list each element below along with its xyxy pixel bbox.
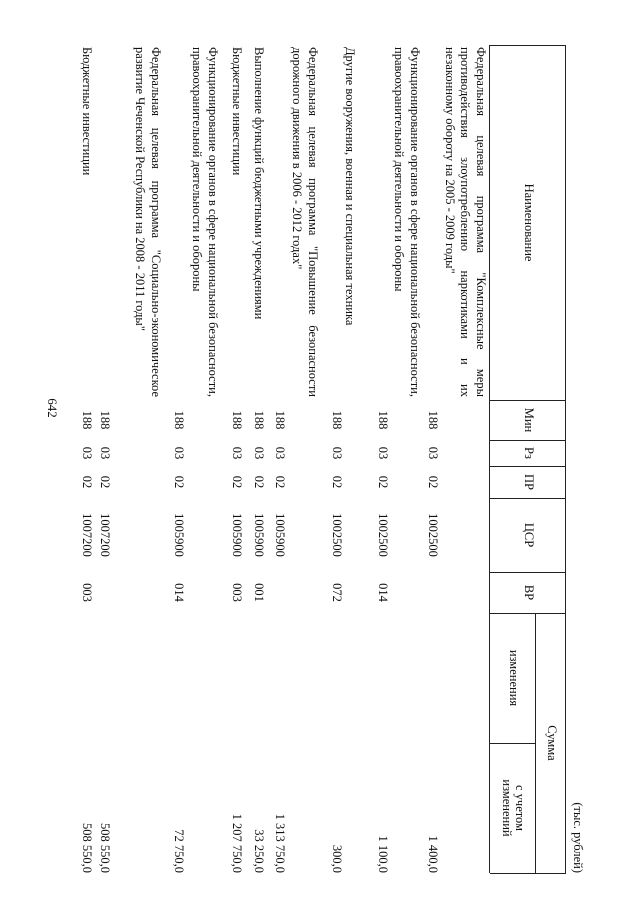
row-5-name: Бюджетные инвестиции bbox=[230, 47, 244, 176]
row-8-name: Бюджетные инвестиции bbox=[80, 47, 94, 176]
row-8-with-changes: 508 550,0 bbox=[80, 823, 94, 873]
header-changes: изменения bbox=[506, 649, 521, 707]
unit-label: (тыс. рублей) bbox=[571, 802, 585, 873]
row-4-csr: 1005900 bbox=[252, 513, 266, 557]
row-7-with-changes: 508 550,0 bbox=[98, 823, 112, 873]
row-2-with-changes: 300,0 bbox=[330, 844, 344, 873]
row-1-min: 188 bbox=[376, 410, 390, 430]
row-4-name: Выполнение функций бюджетными учреждениями bbox=[252, 47, 266, 320]
row-3-csr: 1005900 bbox=[273, 513, 287, 557]
header-vr: ВР bbox=[521, 584, 536, 601]
row-0-rz: 03 bbox=[426, 446, 440, 460]
row-0-min: 188 bbox=[426, 410, 440, 430]
row-0-pr: 02 bbox=[426, 475, 440, 489]
row-6-vr: 014 bbox=[172, 583, 186, 602]
row-7-min: 188 bbox=[98, 410, 112, 430]
row-5-rz: 03 bbox=[230, 446, 244, 460]
row-0-name: Федеральная целевая программа "Комплексные меры противодействия злоупотреблению наркотиками и их незаконному обороту на 2005 - 2009 годы" bbox=[442, 47, 488, 397]
row-7-name: Федеральная целевая программа "Социально-экономическое развитие Чеченской Республики на 2008 - 2011 годы" bbox=[133, 47, 163, 397]
header-sum: Сумма bbox=[544, 725, 559, 761]
row-5-vr: 003 bbox=[230, 583, 244, 602]
header-rz: Рз bbox=[521, 447, 536, 459]
header-min: Мин bbox=[521, 407, 536, 433]
row-8-min: 188 bbox=[80, 410, 94, 430]
row-6-rz: 03 bbox=[172, 446, 186, 460]
row-2-pr: 02 bbox=[330, 475, 344, 489]
header-csr: ЦСР bbox=[521, 522, 536, 548]
row-1-csr: 1002500 bbox=[376, 513, 390, 557]
row-3-min: 188 bbox=[273, 410, 287, 430]
row-6-with-changes: 72 750,0 bbox=[172, 829, 186, 873]
row-0-csr: 1002500 bbox=[426, 513, 440, 557]
row-6-pr: 02 bbox=[172, 475, 186, 489]
row-1-name: Функционирование органов в сфере национальной безопасности, правоохранительной деятельности и обороны bbox=[392, 47, 422, 397]
row-2-name: Другие вооружения, военная и специальная техника bbox=[343, 47, 357, 326]
row-6-csr: 1005900 bbox=[172, 513, 186, 557]
row-3-rz: 03 bbox=[273, 446, 287, 460]
row-7-pr: 02 bbox=[98, 475, 112, 489]
row-0-with-changes: 1 400,0 bbox=[426, 835, 440, 873]
row-8-csr: 1007200 bbox=[80, 513, 94, 557]
page-number: 642 bbox=[45, 398, 60, 418]
row-4-pr: 02 bbox=[252, 475, 266, 489]
row-5-min: 188 bbox=[230, 410, 244, 430]
row-3-pr: 02 bbox=[273, 475, 287, 489]
row-1-rz: 03 bbox=[376, 446, 390, 460]
row-6-name: Функционирование органов в сфере национальной безопасности, правоохранительной деятельности и обороны bbox=[190, 47, 220, 397]
header-pr: ПР bbox=[521, 474, 536, 490]
row-3-name: Федеральная целевая программа "Повышение безопасности дорожного движения в 2006 - 2012 годах" bbox=[290, 47, 320, 397]
row-2-vr: 072 bbox=[330, 583, 344, 602]
row-8-rz: 03 bbox=[80, 446, 94, 460]
row-4-rz: 03 bbox=[252, 446, 266, 460]
header-name: Наименование bbox=[521, 183, 536, 262]
row-6-min: 188 bbox=[172, 410, 186, 430]
row-7-csr: 1007200 bbox=[98, 513, 112, 557]
header-with-changes: с учетом изменений bbox=[500, 779, 528, 837]
row-1-with-changes: 1 100,0 bbox=[376, 835, 390, 873]
row-4-with-changes: 33 250,0 bbox=[252, 829, 266, 873]
row-8-vr: 003 bbox=[80, 583, 94, 602]
row-2-rz: 03 bbox=[330, 446, 344, 460]
row-3-with-changes: 1 313 750,0 bbox=[273, 813, 287, 873]
row-5-with-changes: 1 207 750,0 bbox=[230, 813, 244, 873]
row-2-csr: 1002500 bbox=[330, 513, 344, 557]
row-7-rz: 03 bbox=[98, 446, 112, 460]
row-4-vr: 001 bbox=[252, 583, 266, 602]
row-8-pr: 02 bbox=[80, 475, 94, 489]
row-5-csr: 1005900 bbox=[230, 513, 244, 557]
row-1-pr: 02 bbox=[376, 475, 390, 489]
row-1-vr: 014 bbox=[376, 583, 390, 602]
row-5-pr: 02 bbox=[230, 475, 244, 489]
row-4-min: 188 bbox=[252, 410, 266, 430]
row-2-min: 188 bbox=[330, 410, 344, 430]
header-right-line bbox=[490, 873, 566, 874]
